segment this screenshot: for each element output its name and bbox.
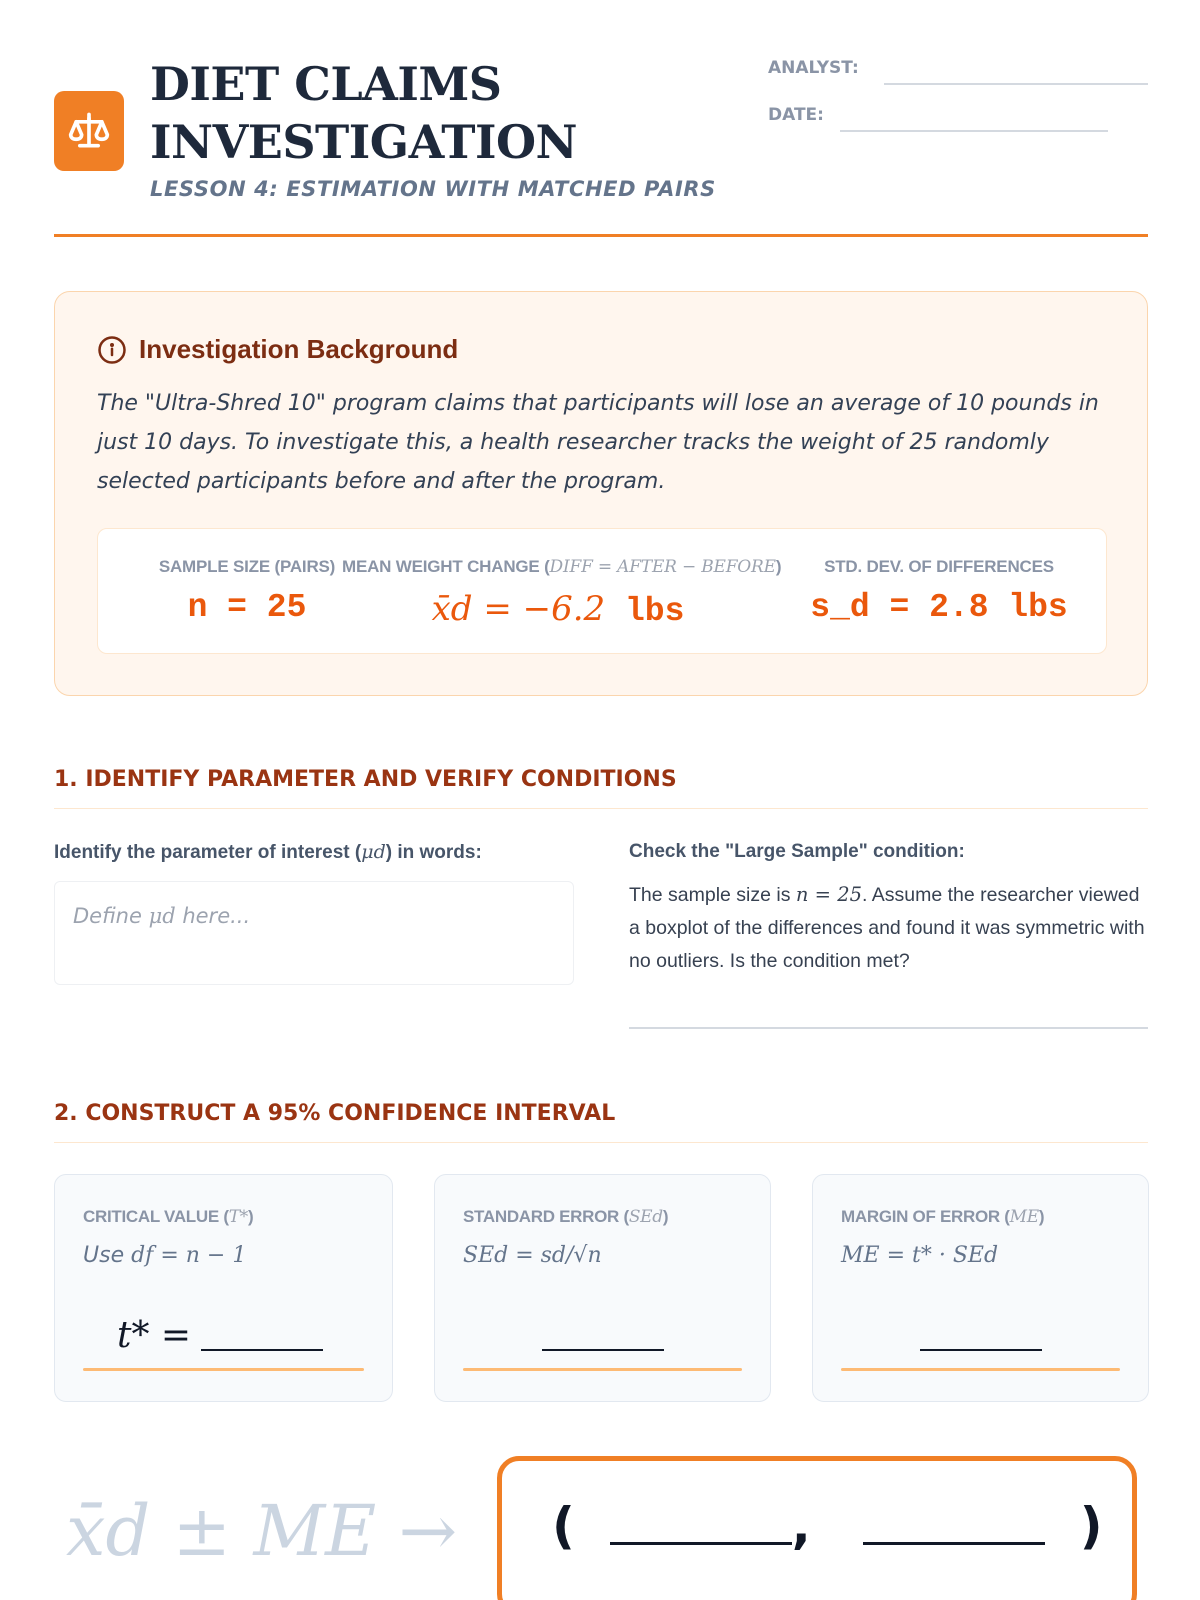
background-panel (54, 291, 1148, 696)
card-formula: Use df = n − 1 (83, 1243, 247, 1268)
card-underline (463, 1368, 742, 1371)
page-subtitle: LESSON 4: ESTIMATION WITH MATCHED PAIRS (150, 177, 716, 201)
critical-value-card (54, 1174, 393, 1402)
header (54, 55, 1148, 237)
section-2-heading: 2. CONSTRUCT A 95% CONFIDENCE INTERVAL (54, 1101, 1148, 1143)
title-line-2: INVESTIGATION (150, 115, 578, 169)
card-formula: ME = t* · SEd (841, 1243, 999, 1268)
card-label: MARGIN OF ERROR (ME) (841, 1207, 1045, 1227)
stat-label: MEAN WEIGHT CHANGE (DIFF = AFTER − BEFORE) (342, 557, 782, 577)
background-text: The "Ultra-Shred 10" program claims that participants will lose an average of 10 pounds in just 10 days. To investigate this, a health researcher tracks the weight of 25 randomly selected participants before and after the program. (97, 391, 1099, 494)
page-title (150, 55, 577, 171)
analyst-label: ANALYST: (768, 58, 859, 78)
date-label: DATE: (768, 105, 824, 125)
stat-mean-change (342, 557, 782, 630)
card-label: CRITICAL VALUE (T*) (83, 1207, 254, 1227)
condition-question: Check the "Large Sample" condition: (629, 841, 965, 862)
background-title-text: Investigation Background (139, 334, 459, 364)
stats-panel (97, 528, 1107, 654)
stat-label: STD. DEV. OF DIFFERENCES (824, 557, 1054, 576)
card-underline (83, 1368, 364, 1371)
section-1-heading: 1. IDENTIFY PARAMETER AND VERIFY CONDITIONS (54, 767, 1148, 809)
condition-text: The sample size is n = 25. Assume the researcher viewed a boxplot of the differences and found it was symmetric with no outliers. Is the condition met? (629, 883, 1145, 972)
stat-label: SAMPLE SIZE (PAIRS) (158, 557, 336, 576)
background-title (97, 334, 458, 365)
card-label: STANDARD ERROR (SEd) (463, 1207, 669, 1227)
stat-sample-size (128, 557, 366, 626)
confidence-interval-answer-box[interactable] (497, 1456, 1137, 1600)
card-underline (841, 1368, 1120, 1371)
t-star-blank[interactable]: t* = (55, 1315, 392, 1356)
logo (54, 91, 124, 171)
stat-value: n = 25 (187, 589, 307, 626)
se-blank[interactable] (435, 1315, 770, 1356)
interval-formula: x̄d ± ME → (66, 1490, 458, 1572)
stat-value: s_d = 2.8 lbs (810, 589, 1068, 626)
date-field[interactable] (840, 130, 1108, 132)
parameter-placeholder: Define μd here... (73, 904, 251, 928)
stat-value: x̄d = −6.2 lbs (431, 589, 685, 630)
condition-answer-line[interactable] (629, 1027, 1148, 1029)
standard-error-card (434, 1174, 771, 1402)
info-icon (97, 335, 127, 365)
upper-bound-blank[interactable] (863, 1501, 1045, 1545)
stat-std-dev (790, 557, 1088, 626)
me-blank[interactable] (813, 1315, 1148, 1356)
lower-bound-blank[interactable] (610, 1501, 792, 1545)
margin-of-error-card (812, 1174, 1149, 1402)
card-formula: SEd = sd/√n (463, 1243, 602, 1268)
title-line-1: DIET CLAIMS (150, 57, 502, 111)
analyst-field[interactable] (884, 83, 1148, 85)
parameter-answer-field[interactable] (54, 881, 574, 985)
param-question: Identify the parameter of interest (μd) in words: (54, 841, 482, 863)
scale-icon (67, 109, 111, 153)
interval-blanks: ( , ) (552, 1497, 1103, 1555)
